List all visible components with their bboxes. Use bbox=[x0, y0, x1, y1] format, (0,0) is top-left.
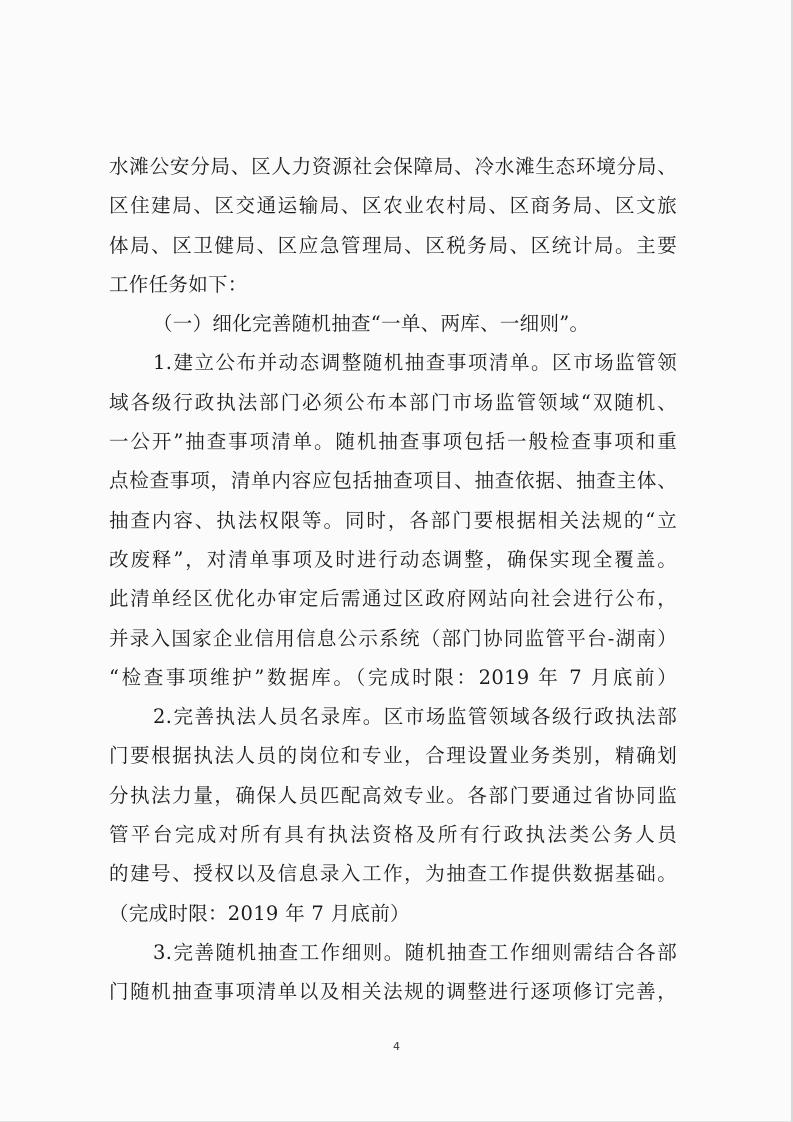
text-line: 抽查内容、执法权限等。同时，各部门要根据相关法规的“立 bbox=[109, 508, 677, 532]
text-line: 一公开”抽查事项清单。随机抽查事项包括一般检查事项和重 bbox=[109, 430, 677, 454]
body-text bbox=[109, 147, 677, 1012]
text-line: 门要根据执法人员的岗位和专业，合理设置业务类别，精确划 bbox=[109, 744, 677, 768]
text-line: 点检查事项，清单内容应包括抽查项目、抽查依据、抽查主体、 bbox=[109, 469, 677, 493]
text-line: 门随机抽查事项清单以及相关法规的调整进行逐项修订完善， bbox=[109, 980, 677, 1004]
text-line: 管平台完成对所有具有执法资格及所有行政执法类公务人员 bbox=[109, 823, 677, 847]
text-line: 的建号、授权以及信息录入工作，为抽查工作提供数据基础。 bbox=[109, 862, 677, 886]
text-line: 水滩公安分局、区人力资源社会保障局、冷水滩生态环境分局、 bbox=[109, 155, 677, 178]
paragraph-1-heading-line: 1.建立公布并动态调整随机抽查事项清单。区市场监管领 bbox=[153, 351, 677, 375]
text-line: （完成时限：2019 年 7 月底前） bbox=[109, 901, 410, 925]
section-heading: （一）细化完善随机抽查“一单、两库、一细则”。 bbox=[153, 312, 590, 336]
text-line: 改废释”，对清单事项及时进行动态调整，确保实现全覆盖。 bbox=[109, 547, 677, 571]
text-line: 工作任务如下： bbox=[109, 272, 248, 296]
paragraph-3-heading-line: 3.完善随机抽查工作细则。随机抽查工作细则需结合各部 bbox=[153, 940, 677, 964]
text-line: 分执法力量，确保人员匹配高效专业。各部门要通过省协同监 bbox=[109, 783, 677, 807]
text-line: 区住建局、区交通运输局、区农业农村局、区商务局、区文旅 bbox=[109, 194, 677, 218]
text-line: 体局、区卫健局、区应急管理局、区税务局、区统计局。主要 bbox=[109, 233, 677, 257]
page-number: 4 bbox=[393, 1040, 400, 1053]
text-line: 域各级行政执法部门必须公布本部门市场监管领域“双随机、 bbox=[109, 390, 677, 414]
text-line: “检查事项维护”数据库。（完成时限：2019 年 7 月底前） bbox=[109, 665, 677, 689]
text-line: 并录入国家企业信用信息公示系统（部门协同监管平台-湖南） bbox=[109, 626, 677, 650]
text-line: 此清单经区优化办审定后需通过区政府网站向社会进行公布， bbox=[109, 587, 677, 611]
paragraph-2-heading-line: 2.完善执法人员名录库。区市场监管领域各级行政执法部 bbox=[153, 705, 677, 729]
